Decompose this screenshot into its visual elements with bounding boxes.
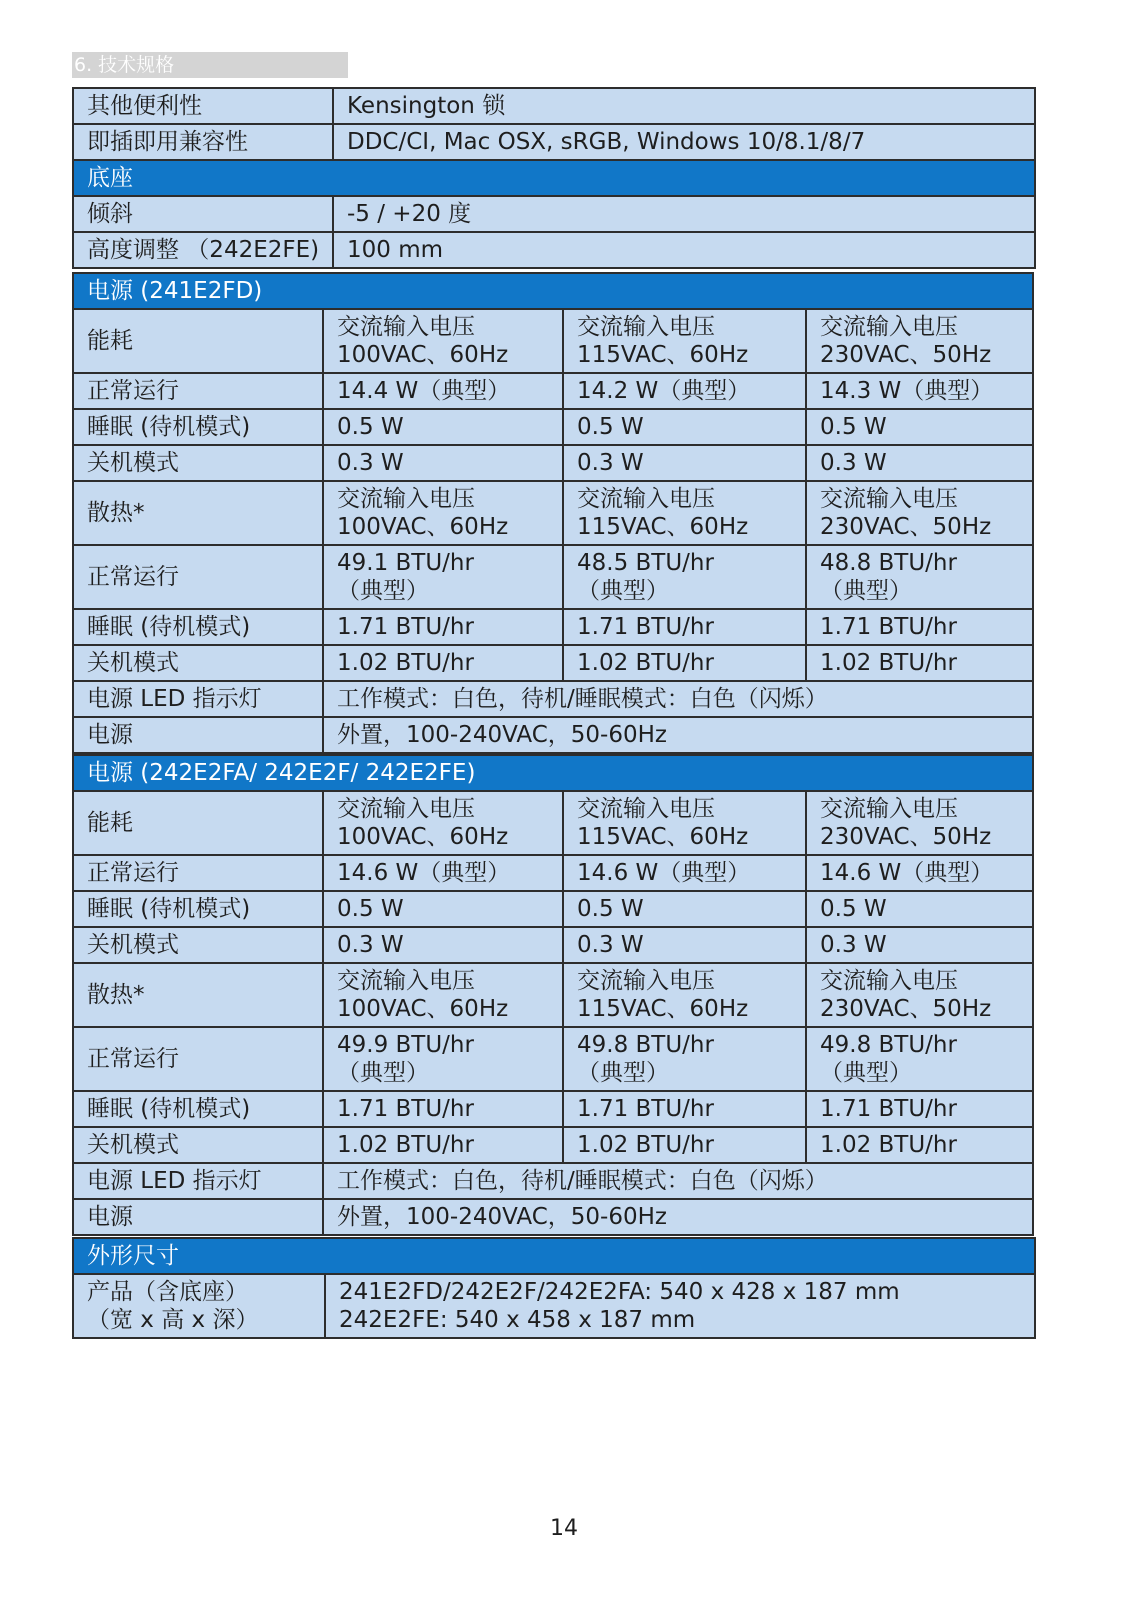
spec-value: 1.71 BTU/hr [563, 609, 806, 645]
spec-value: 0.5 W [323, 891, 563, 927]
cell-line: 115VAC、60Hz [577, 996, 749, 1022]
cell-line: 242E2FE: 540 x 458 x 187 mm [339, 1307, 696, 1333]
spec-label: 关机模式 [73, 445, 323, 481]
spec-label: 正常运行 [73, 545, 323, 609]
spec-value: 0.5 W [563, 409, 806, 445]
spec-label: 关机模式 [73, 927, 323, 963]
spec-value: 1.71 BTU/hr [323, 1091, 563, 1127]
spec-value: 14.3 W（典型） [806, 373, 1033, 409]
spec-value [323, 309, 563, 373]
spec-value: 14.4 W（典型） [323, 373, 563, 409]
table-row [73, 124, 1035, 160]
cell-line: 交流输入电压 [577, 968, 715, 994]
spec-value [563, 545, 806, 609]
spec-label: 电源 LED 指示灯 [73, 1163, 323, 1199]
table-row [73, 373, 1033, 409]
spec-value [325, 1274, 1035, 1338]
table-row [73, 445, 1033, 481]
spec-value [563, 309, 806, 373]
spec-label: 散热* [73, 963, 323, 1027]
table-row [73, 927, 1033, 963]
spec-label: 倾斜 [73, 196, 333, 232]
spec-value: 14.6 W（典型） [806, 855, 1033, 891]
cell-line: 交流输入电压 [337, 796, 475, 822]
table-row [73, 1274, 1035, 1338]
spec-value: 14.6 W（典型） [323, 855, 563, 891]
cell-line: 交流输入电压 [820, 796, 958, 822]
cell-line: （典型） [577, 578, 669, 604]
spec-value: 0.5 W [563, 891, 806, 927]
table-row [73, 1127, 1033, 1163]
cell-line: 交流输入电压 [820, 968, 958, 994]
cell-line: 49.8 BTU/hr [577, 1032, 714, 1058]
cell-line: 100VAC、60Hz [337, 514, 509, 540]
section-header-dimensions: 外形尺寸 [73, 1238, 1035, 1274]
spec-value: 0.5 W [806, 891, 1033, 927]
spec-value: 外置，100-240VAC，50-60Hz [323, 717, 1033, 753]
table-row [73, 1163, 1033, 1199]
cell-line: 交流输入电压 [577, 796, 715, 822]
table-row [73, 409, 1033, 445]
cell-line: （典型） [820, 1060, 912, 1086]
spec-value: DDC/CI, Mac OSX, sRGB, Windows 10/8.1/8/7 [333, 124, 1035, 160]
table-row [73, 645, 1033, 681]
spec-value [806, 1027, 1033, 1091]
cell-line: 48.8 BTU/hr [820, 550, 957, 576]
cell-line: （宽 x 高 x 深） [87, 1307, 259, 1333]
section-header-power: 电源 (241E2FD) [73, 273, 1033, 309]
spec-label: 电源 LED 指示灯 [73, 681, 323, 717]
cell-line: 241E2FD/242E2F/242E2FA: 540 x 428 x 187 mm [339, 1279, 900, 1305]
cell-line: 115VAC、60Hz [577, 824, 749, 850]
cell-line: 49.1 BTU/hr [337, 550, 474, 576]
spec-value: 工作模式：白色，待机/睡眠模式：白色（闪烁） [323, 1163, 1033, 1199]
spec-value: 0.3 W [563, 927, 806, 963]
spec-table-power-241e2fd [72, 272, 1034, 754]
spec-value: 1.02 BTU/hr [323, 645, 563, 681]
spec-label: 正常运行 [73, 1027, 323, 1091]
spec-value: 0.3 W [563, 445, 806, 481]
page-number: 14 [550, 1516, 578, 1541]
spec-value [806, 791, 1033, 855]
spec-value: -5 / +20 度 [333, 196, 1035, 232]
cell-line: 230VAC、50Hz [820, 342, 992, 368]
spec-value [806, 309, 1033, 373]
spec-label: 能耗 [73, 309, 323, 373]
spec-table-general [72, 87, 1036, 269]
cell-line: 交流输入电压 [577, 486, 715, 512]
spec-value [323, 481, 563, 545]
cell-line: 交流输入电压 [337, 314, 475, 340]
spec-value: 0.3 W [323, 445, 563, 481]
spec-label: 其他便利性 [73, 88, 333, 124]
spec-value [563, 481, 806, 545]
spec-label: 睡眠 (待机模式) [73, 609, 323, 645]
cell-line: 115VAC、60Hz [577, 342, 749, 368]
spec-value [323, 545, 563, 609]
table-row [73, 681, 1033, 717]
spec-value [806, 963, 1033, 1027]
spec-table-power-242e2f [72, 754, 1034, 1236]
spec-label: 散热* [73, 481, 323, 545]
spec-label: 睡眠 (待机模式) [73, 409, 323, 445]
cell-line: 115VAC、60Hz [577, 514, 749, 540]
spec-value: 外置，100-240VAC，50-60Hz [323, 1199, 1033, 1235]
cell-line: 交流输入电压 [577, 314, 715, 340]
section-header-base: 底座 [73, 160, 1035, 196]
cell-line: 产品（含底座） [87, 1279, 248, 1305]
table-row [73, 1091, 1033, 1127]
cell-line: 100VAC、60Hz [337, 342, 509, 368]
cell-line: 交流输入电压 [337, 486, 475, 512]
table-row [73, 891, 1033, 927]
spec-label [73, 1274, 325, 1338]
cell-line: 交流输入电压 [337, 968, 475, 994]
spec-table-dimensions [72, 1237, 1036, 1339]
table-row [73, 309, 1033, 373]
table-row [73, 481, 1033, 545]
table-row [73, 545, 1033, 609]
cell-line: （典型） [337, 578, 429, 604]
section-header-row [73, 755, 1033, 791]
spec-value [563, 963, 806, 1027]
table-row [73, 88, 1035, 124]
spec-value: 1.02 BTU/hr [806, 645, 1033, 681]
table-row [73, 717, 1033, 753]
spec-value: 1.02 BTU/hr [563, 1127, 806, 1163]
cell-line: （典型） [337, 1060, 429, 1086]
spec-value: 0.3 W [806, 927, 1033, 963]
table-row [73, 232, 1035, 268]
table-row [73, 1027, 1033, 1091]
section-header-power: 电源 (242E2FA/ 242E2F/ 242E2FE) [73, 755, 1033, 791]
cell-line: 100VAC、60Hz [337, 996, 509, 1022]
table-row [73, 609, 1033, 645]
spec-value [323, 963, 563, 1027]
spec-label: 能耗 [73, 791, 323, 855]
cell-line: 49.9 BTU/hr [337, 1032, 474, 1058]
spec-value [323, 791, 563, 855]
spec-value: 1.71 BTU/hr [806, 1091, 1033, 1127]
spec-value: 100 mm [333, 232, 1035, 268]
spec-value: 工作模式：白色，待机/睡眠模式：白色（闪烁） [323, 681, 1033, 717]
spec-value: 1.71 BTU/hr [323, 609, 563, 645]
cell-line: （典型） [577, 1060, 669, 1086]
spec-value: 1.02 BTU/hr [806, 1127, 1033, 1163]
spec-value [806, 545, 1033, 609]
cell-line: 49.8 BTU/hr [820, 1032, 957, 1058]
table-row [73, 963, 1033, 1027]
spec-label: 正常运行 [73, 373, 323, 409]
spec-label: 正常运行 [73, 855, 323, 891]
table-row [73, 1199, 1033, 1235]
spec-label: 关机模式 [73, 1127, 323, 1163]
spec-value [806, 481, 1033, 545]
section-label: 6. 技术规格 [72, 52, 348, 78]
spec-label: 睡眠 (待机模式) [73, 891, 323, 927]
cell-line: 交流输入电压 [820, 486, 958, 512]
spec-value: 0.5 W [806, 409, 1033, 445]
spec-value [563, 791, 806, 855]
section-header-row [73, 1238, 1035, 1274]
spec-value [323, 1027, 563, 1091]
table-row [73, 791, 1033, 855]
table-row [73, 196, 1035, 232]
section-header-row [73, 160, 1035, 196]
section-header-row [73, 273, 1033, 309]
spec-value [563, 1027, 806, 1091]
spec-value: Kensington 锁 [333, 88, 1035, 124]
spec-value: 14.2 W（典型） [563, 373, 806, 409]
cell-line: 交流输入电压 [820, 314, 958, 340]
cell-line: 48.5 BTU/hr [577, 550, 714, 576]
spec-label: 高度调整 （242E2FE) [73, 232, 333, 268]
table-row [73, 855, 1033, 891]
spec-value: 1.02 BTU/hr [323, 1127, 563, 1163]
cell-line: 230VAC、50Hz [820, 996, 992, 1022]
spec-value: 0.3 W [806, 445, 1033, 481]
spec-label: 电源 [73, 1199, 323, 1235]
spec-value: 1.02 BTU/hr [563, 645, 806, 681]
spec-label: 关机模式 [73, 645, 323, 681]
spec-label: 睡眠 (待机模式) [73, 1091, 323, 1127]
spec-label: 电源 [73, 717, 323, 753]
cell-line: （典型） [820, 578, 912, 604]
spec-value: 0.5 W [323, 409, 563, 445]
spec-value: 1.71 BTU/hr [563, 1091, 806, 1127]
spec-label: 即插即用兼容性 [73, 124, 333, 160]
spec-value: 1.71 BTU/hr [806, 609, 1033, 645]
spec-value: 0.3 W [323, 927, 563, 963]
cell-line: 230VAC、50Hz [820, 824, 992, 850]
spec-value: 14.6 W（典型） [563, 855, 806, 891]
cell-line: 100VAC、60Hz [337, 824, 509, 850]
cell-line: 230VAC、50Hz [820, 514, 992, 540]
